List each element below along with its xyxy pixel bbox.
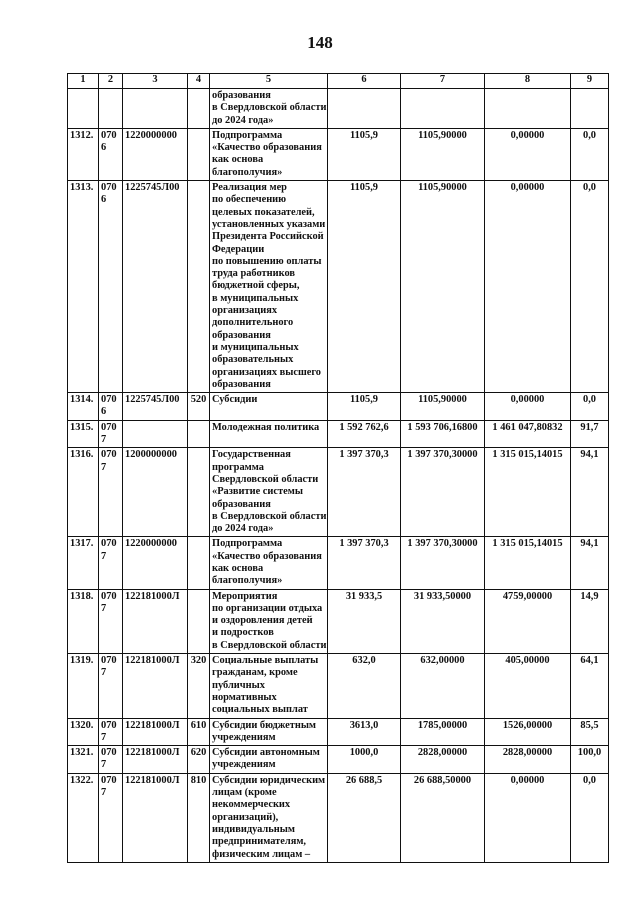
table-row	[68, 89, 609, 129]
item-name-line: как основа	[212, 154, 264, 166]
item-name-line: Федерации	[212, 243, 265, 255]
column-header: 7	[401, 74, 485, 89]
item-name-line: образования	[212, 90, 271, 101]
revised-amount: 1 397 370,30000	[401, 448, 485, 537]
item-name-line: нормативных	[212, 691, 277, 703]
plan-amount: 1 397 370,3	[328, 537, 401, 589]
expense-type	[188, 420, 210, 448]
item-name	[210, 420, 328, 448]
revised-amount: 1105,90000	[401, 128, 485, 180]
section-code: 0706	[99, 393, 123, 421]
section-code: 0707	[99, 746, 123, 774]
table-row	[68, 718, 609, 746]
item-name-line: и оздоровления детей	[212, 615, 313, 627]
target-code	[123, 420, 188, 448]
table-row	[68, 654, 609, 718]
expense-type: 810	[188, 773, 210, 862]
expense-type	[188, 89, 210, 129]
column-header: 8	[485, 74, 571, 89]
item-name-line: некоммерческих	[212, 799, 291, 811]
plan-amount	[328, 89, 401, 129]
executed-amount: 0,00000	[485, 393, 571, 421]
table-row	[68, 393, 609, 421]
item-name-line: дополнительного	[212, 317, 294, 329]
table-row	[68, 181, 609, 393]
section-code: 0707	[99, 420, 123, 448]
executed-amount: 1 461 047,80832	[485, 420, 571, 448]
revised-amount: 2828,00000	[401, 746, 485, 774]
executed-amount	[485, 89, 571, 129]
expense-type: 320	[188, 654, 210, 718]
item-name-line: и муниципальных	[212, 341, 299, 353]
executed-amount: 4759,00000	[485, 589, 571, 653]
plan-amount: 3613,0	[328, 718, 401, 746]
revised-amount	[401, 89, 485, 129]
target-code: 122181000Л	[123, 746, 188, 774]
item-name-line: Президента Российской	[212, 231, 324, 243]
item-name-line: программа	[212, 461, 264, 473]
target-code: 122181000Л	[123, 589, 188, 653]
section-code: 0707	[99, 537, 123, 589]
revised-amount: 1105,90000	[401, 181, 485, 393]
row-number: 1319.	[68, 654, 99, 718]
item-name-line: предпринимателям,	[212, 836, 306, 848]
table-row	[68, 773, 609, 862]
plan-amount: 26 688,5	[328, 773, 401, 862]
revised-amount: 1 397 370,30000	[401, 537, 485, 589]
row-number: 1313.	[68, 181, 99, 393]
item-name-line: Социальные выплаты	[212, 655, 319, 667]
item-name	[210, 181, 328, 393]
item-name-line: физическим лицам –	[212, 848, 311, 860]
item-name	[210, 393, 328, 421]
executed-amount: 1 315 015,14015	[485, 448, 571, 537]
item-name-line: в Свердловской области	[212, 510, 327, 522]
column-header: 1	[68, 74, 99, 89]
item-name-line: до 2024 года»	[212, 114, 274, 126]
column-header: 6	[328, 74, 401, 89]
item-name-line: по повышению оплаты	[212, 255, 322, 267]
plan-amount: 1105,9	[328, 393, 401, 421]
item-name	[210, 128, 328, 180]
executed-amount: 0,00000	[485, 128, 571, 180]
execution-percent: 0,0	[571, 128, 609, 180]
column-header: 2	[99, 74, 123, 89]
item-name	[210, 654, 328, 718]
section-code: 0707	[99, 718, 123, 746]
execution-percent: 14,9	[571, 589, 609, 653]
table-row	[68, 746, 609, 774]
revised-amount: 632,00000	[401, 654, 485, 718]
execution-percent: 85,5	[571, 718, 609, 746]
section-code: 0706	[99, 128, 123, 180]
item-name-line: Субсидии бюджетным	[212, 719, 317, 731]
item-name-line: Реализация мер	[212, 182, 287, 194]
expense-type: 520	[188, 393, 210, 421]
item-name-line: до 2024 года»	[212, 523, 274, 535]
budget-table	[67, 73, 609, 863]
target-code: 1220000000	[123, 537, 188, 589]
item-name-line: бюджетной сферы,	[212, 280, 300, 292]
item-name-line: целевых показателей,	[212, 206, 315, 218]
row-number: 1312.	[68, 128, 99, 180]
expense-type: 620	[188, 746, 210, 774]
item-name-line: Молодежная политика	[212, 421, 320, 433]
row-number: 1317.	[68, 537, 99, 589]
expense-type	[188, 589, 210, 653]
column-header: 3	[123, 74, 188, 89]
item-name-line: благополучия»	[212, 166, 283, 178]
item-name-line: в Свердловской области	[212, 639, 327, 651]
item-name-line: по обеспечению	[212, 194, 287, 206]
item-name	[210, 773, 328, 862]
revised-amount: 1 593 706,16800	[401, 420, 485, 448]
table-row	[68, 448, 609, 537]
item-name	[210, 448, 328, 537]
table-row	[68, 128, 609, 180]
row-number: 1321.	[68, 746, 99, 774]
section-code: 0707	[99, 448, 123, 537]
column-header: 4	[188, 74, 210, 89]
item-name-line: учреждениям	[212, 731, 276, 743]
revised-amount: 1785,00000	[401, 718, 485, 746]
expense-type	[188, 448, 210, 537]
executed-amount: 0,00000	[485, 181, 571, 393]
row-number: 1322.	[68, 773, 99, 862]
item-name-line: социальных выплат	[212, 704, 308, 716]
item-name-line: Мероприятия	[212, 590, 278, 602]
plan-amount: 1 592 762,6	[328, 420, 401, 448]
expense-type: 610	[188, 718, 210, 746]
expense-type	[188, 128, 210, 180]
item-name	[210, 89, 328, 129]
target-code	[123, 89, 188, 129]
item-name-line: организаций),	[212, 811, 279, 823]
item-name	[210, 537, 328, 589]
target-code: 122181000Л	[123, 773, 188, 862]
execution-percent	[571, 89, 609, 129]
item-name-line: Свердловской области	[212, 473, 319, 485]
item-name-line: Субсидии юридическим	[212, 774, 326, 786]
section-code: 0706	[99, 181, 123, 393]
execution-percent: 0,0	[571, 393, 609, 421]
plan-amount: 1 397 370,3	[328, 448, 401, 537]
item-name	[210, 746, 328, 774]
executed-amount: 0,00000	[485, 773, 571, 862]
target-code: 122181000Л	[123, 654, 188, 718]
item-name-line: лицам (кроме	[212, 787, 277, 799]
item-name-line: труда работников	[212, 268, 296, 280]
plan-amount: 1105,9	[328, 128, 401, 180]
execution-percent: 94,1	[571, 537, 609, 589]
item-name-line: «Развитие системы	[212, 486, 303, 498]
execution-percent: 100,0	[571, 746, 609, 774]
expense-type	[188, 181, 210, 393]
item-name-line: благополучия»	[212, 575, 283, 587]
item-name-line: Подпрограмма	[212, 538, 283, 550]
execution-percent: 91,7	[571, 420, 609, 448]
item-name-line: Государственная	[212, 449, 291, 461]
revised-amount: 31 933,50000	[401, 589, 485, 653]
item-name	[210, 718, 328, 746]
item-name-line: организациях высшего	[212, 366, 321, 378]
item-name-line: образования	[212, 329, 271, 341]
revised-amount: 1105,90000	[401, 393, 485, 421]
plan-amount: 632,0	[328, 654, 401, 718]
item-name-line: «Качество образования	[212, 550, 322, 562]
row-number: 1318.	[68, 589, 99, 653]
section-code: 0707	[99, 589, 123, 653]
item-name	[210, 589, 328, 653]
item-name-line: «Качество образования	[212, 142, 322, 154]
row-number	[68, 89, 99, 129]
page-number: 148	[307, 33, 333, 52]
table-row	[68, 420, 609, 448]
table-body	[68, 89, 609, 863]
item-name-line: в муниципальных	[212, 292, 299, 304]
target-code: 1225745Л00	[123, 393, 188, 421]
column-header: 9	[571, 74, 609, 89]
item-name-line: образовательных	[212, 354, 294, 366]
target-code: 122181000Л	[123, 718, 188, 746]
target-code: 1220000000	[123, 128, 188, 180]
execution-percent: 94,1	[571, 448, 609, 537]
executed-amount: 1526,00000	[485, 718, 571, 746]
item-name-line: гражданам, кроме	[212, 667, 298, 679]
item-name-line: Подпрограмма	[212, 129, 283, 141]
row-number: 1314.	[68, 393, 99, 421]
revised-amount: 26 688,50000	[401, 773, 485, 862]
row-number: 1320.	[68, 718, 99, 746]
execution-percent: 0,0	[571, 773, 609, 862]
executed-amount: 2828,00000	[485, 746, 571, 774]
row-number: 1315.	[68, 420, 99, 448]
item-name-line: и подростков	[212, 627, 274, 639]
item-name-line: организациях	[212, 305, 278, 317]
table-row	[68, 537, 609, 589]
plan-amount: 1000,0	[328, 746, 401, 774]
target-code: 1225745Л00	[123, 181, 188, 393]
item-name-line: учреждениям	[212, 759, 276, 771]
row-number: 1316.	[68, 448, 99, 537]
item-name-line: индивидуальным	[212, 823, 295, 835]
executed-amount: 405,00000	[485, 654, 571, 718]
plan-amount: 31 933,5	[328, 589, 401, 653]
column-header: 5	[210, 74, 328, 89]
item-name-line: установленных указами	[212, 218, 326, 230]
item-name-line: по организации отдыха	[212, 602, 323, 614]
section-code	[99, 89, 123, 129]
item-name-line: как основа	[212, 562, 264, 574]
item-name-line: публичных	[212, 679, 265, 691]
execution-percent: 0,0	[571, 181, 609, 393]
item-name-line: образования	[212, 378, 271, 390]
section-code: 0707	[99, 773, 123, 862]
item-name-line: Субсидии автономным	[212, 747, 320, 759]
item-name-line: Субсидии	[212, 394, 258, 406]
section-code: 0707	[99, 654, 123, 718]
execution-percent: 64,1	[571, 654, 609, 718]
target-code: 1200000000	[123, 448, 188, 537]
header-row	[68, 74, 609, 89]
table-row	[68, 589, 609, 653]
item-name-line: в Свердловской области	[212, 102, 327, 114]
expense-type	[188, 537, 210, 589]
item-name-line: образования	[212, 498, 271, 510]
executed-amount: 1 315 015,14015	[485, 537, 571, 589]
plan-amount: 1105,9	[328, 181, 401, 393]
